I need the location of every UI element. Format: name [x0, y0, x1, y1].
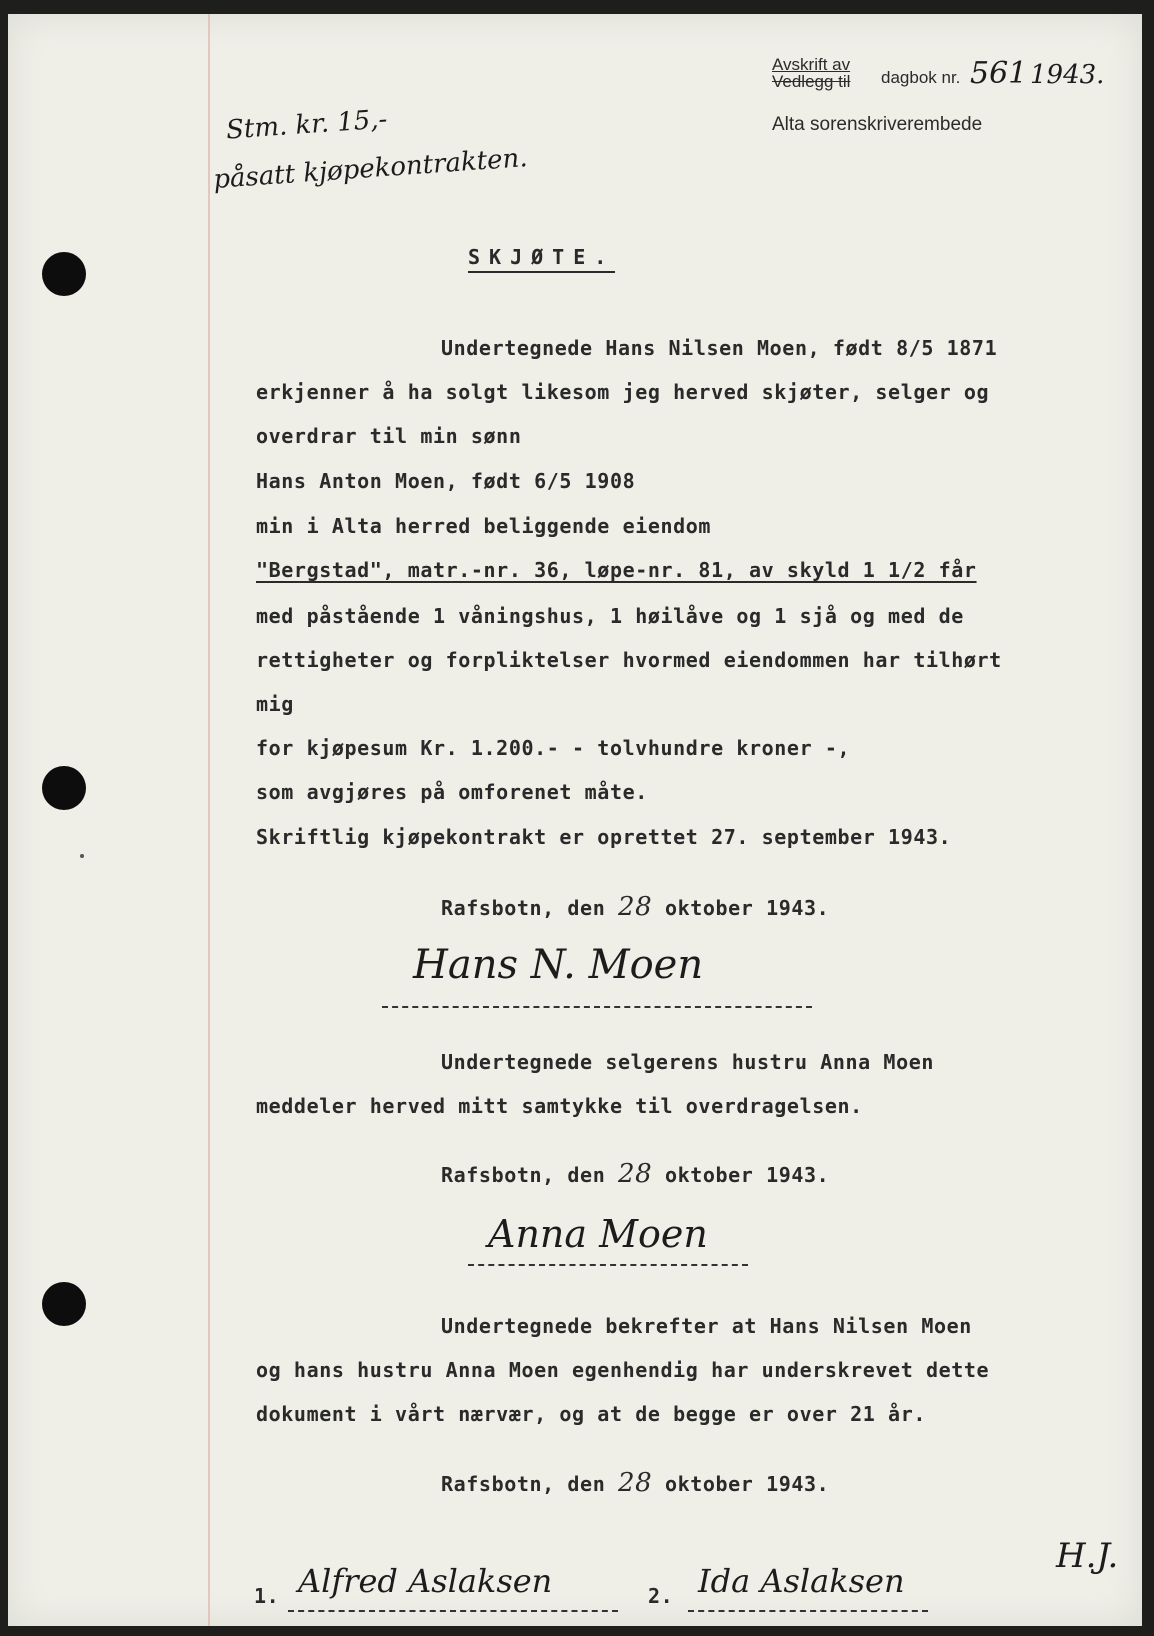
- margin-note-line2: påsatt kjøpekontrakten.: [212, 143, 529, 195]
- consent-line: meddeler herved mitt samtykke til overdragelsen.: [256, 1094, 863, 1118]
- witness-line: Undertegnede bekrefter at Hans Nilsen Moen: [441, 1314, 972, 1338]
- witness-number: 2.: [648, 1584, 674, 1608]
- body-line: Hans Anton Moen, født 6/5 1908: [256, 469, 636, 493]
- margin-note-line1: Stm. kr. 15,-: [225, 104, 389, 146]
- witness-signature: Ida Aslaksen: [698, 1562, 905, 1600]
- body-line: Undertegnede Hans Nilsen Moen, født 8/5 1871: [441, 336, 998, 360]
- stamp-dagbok-label: dagbok nr.: [881, 68, 961, 87]
- witness-line: dokument i vårt nærvær, og at de begge er over 21 år.: [256, 1402, 926, 1426]
- body-line: med påstående 1 våningshus, 1 høilåve og 1 sjå og med de: [256, 604, 964, 628]
- date-suffix: oktober 1943.: [664, 1163, 830, 1187]
- signature-line: [382, 1006, 812, 1008]
- stamp-dagbok-number: 561: [970, 56, 1028, 91]
- margin-mark: [80, 854, 84, 858]
- document-title: SKJØTE.: [468, 245, 615, 273]
- witness-number: 1.: [254, 1584, 280, 1608]
- date-prefix: Rafsbotn, den: [441, 1163, 606, 1187]
- margin-rule: [208, 14, 210, 1626]
- body-line: Skriftlig kjøpekontrakt er oprettet 27. september 1943.: [256, 825, 952, 849]
- date-suffix: oktober 1943.: [664, 896, 830, 920]
- consent-line: Undertegnede selgerens hustru Anna Moen: [441, 1050, 934, 1074]
- body-line: overdrar til min sønn: [256, 424, 522, 448]
- date-day: 28: [618, 1468, 653, 1498]
- punch-hole: [42, 766, 86, 810]
- date-day: 28: [618, 1159, 653, 1189]
- witness-signature: Alfred Aslaksen: [298, 1562, 553, 1600]
- date-prefix: Rafsbotn, den: [441, 1472, 606, 1496]
- body-line: min i Alta herred beliggende eiendom: [256, 514, 712, 538]
- punch-hole: [42, 252, 86, 296]
- body-line: mig: [256, 692, 294, 716]
- date-prefix: Rafsbotn, den: [441, 896, 606, 920]
- property-line: "Bergstad", matr.-nr. 36, løpe-nr. 81, av skyld 1 1/2 får: [256, 558, 977, 582]
- punch-hole: [42, 1282, 86, 1326]
- date-line: [441, 1468, 829, 1498]
- stamp-type-block: [772, 56, 850, 90]
- signature-line: [688, 1610, 928, 1612]
- stamp-year: 1943.: [1030, 60, 1105, 90]
- stamp-vedlegg: Vedlegg til: [772, 72, 851, 91]
- seller-signature: Hans N. Moen: [413, 942, 704, 988]
- body-line: rettigheter og forpliktelser hvormed eiendommen har tilhørt: [256, 648, 1002, 672]
- body-line: for kjøpesum Kr. 1.200.- - tolvhundre kroner -,: [256, 736, 851, 760]
- document-page: [8, 14, 1142, 1626]
- body-line: som avgjøres på omforenet måte.: [256, 780, 648, 804]
- date-suffix: oktober 1943.: [664, 1472, 830, 1496]
- stamp-avskrift: Avskrift av: [772, 55, 851, 74]
- witness-line: og hans hustru Anna Moen egenhendig har underskrevet dette: [256, 1358, 990, 1382]
- signature-line: [468, 1264, 748, 1266]
- wife-signature: Anna Moen: [488, 1212, 708, 1256]
- date-line: [441, 1159, 829, 1189]
- date-line: [441, 892, 829, 922]
- date-day: 28: [618, 892, 653, 922]
- registrar-initials: H.J.: [1056, 1536, 1119, 1576]
- signature-line: [288, 1610, 618, 1612]
- stamp-office: Alta sorenskriverembede: [772, 114, 983, 135]
- body-line: erkjenner å ha solgt likesom jeg herved skjøter, selger og: [256, 380, 990, 404]
